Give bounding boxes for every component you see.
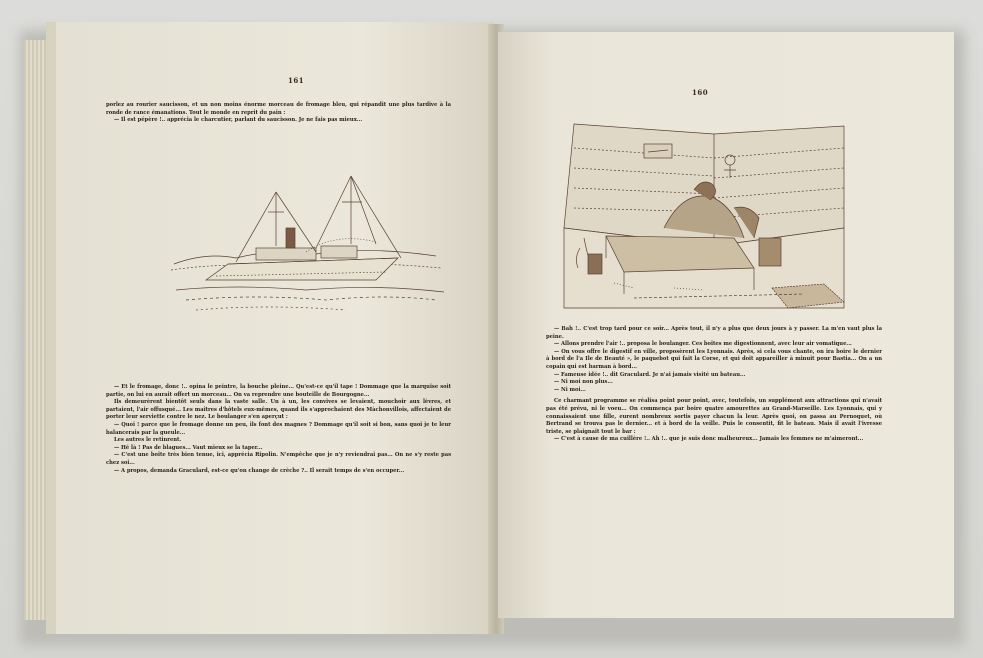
right-page-number: 160 [692, 88, 709, 97]
paragraph: — On vous offre le digestif en ville, proposèrent les Lyonnais. Après, si cela vous chante, on ira boire le dernier à bord de l'a Ile de Beauté », le paquebot qui fait la Corse, et qui doit appareiller à minuit pour Bastia... On a un copain qui est barman à bord... [546, 348, 882, 370]
paragraph: — Il est pépère !.. apprécia le charcutier, parlant du saucisson. Je ne fais pas mieux... [114, 117, 363, 124]
left-text-bottom [106, 384, 451, 475]
paragraph: — A propos, demanda Graculard, est-ce qu'on change de crèche ?.. Il serait temps de s'en occuper... [114, 467, 405, 474]
ship-illustration [166, 172, 446, 322]
paragraph: — C'est une boîte très bien tenue, ici, apprécia Ripolin. N'empêche que je n'y reviendrai pas... On ne s'y reste pas chez soi... [106, 452, 451, 466]
paragraph: — Bah !.. C'est trop tard pour ce soir... Après tout, il n'y a plus que deux jours à y passer. La m'en vaut plus la peine. [546, 326, 882, 340]
paragraph: porlez au rourier saucisson, et un non moins énorme morceau de fromage bleu, qui répandit une plus tardive à la ronde de rance émanations. Tout le monde en reprit du pain : [106, 102, 451, 116]
paragraph: Les autres le retinrent. [114, 437, 182, 444]
cabin-illustration [544, 118, 874, 328]
paragraph: Ce charmant programme se réalisa point pour point, avec, toutefois, un supplément aux attractions qui n'avait pas été prévu, ni le voeu... On commença par boire quatre amourettes au Grand-Marseille. Les Lyonnais, qui y connaissaient une fille, eurent nombreux sortis payer chacun la leur. Après quoi, on passa au Pernoquet, où Bertrand se trouva pas le dernier... et à bord de la veille. Puis le consentit, fit le bateau. Mais il avait l'ivresse triste, se plaignait tout le bar : [546, 398, 882, 435]
left-page-number: 161 [288, 76, 305, 85]
paragraph: Ils demeurèrent bientôt seuls dans la vaste salle. Un à un, les convives se levaient, mouchoir aux lèvres, et partaient, l'air offusqué... Les maîtres d'hôtels eux-mêmes, quand ils s'approchaient des Màchonvillois, affectaient de porter leur serviette contre le nez. Le boulanger s'en aperçut : [106, 399, 451, 421]
paragraph: — C'est à cause de ma cuillère !.. Ah !.. que je suis donc malheureux... Jamais les femmes ne m'aimeront... [554, 436, 864, 443]
paragraph: — Ni moi non plus... [554, 379, 613, 386]
paragraph: — Ni moi... [554, 386, 586, 393]
paragraph: — Fameuse idée !.. dit Graculard. Je n'ai jamais visité un bateau... [554, 371, 746, 378]
right-page [498, 32, 954, 618]
paragraph: — Allons prendre l'air !.. proposa le boulanger. Ces boîtes me digestionnent, avec leur air vomatique... [554, 341, 852, 348]
left-text-top [106, 102, 451, 125]
left-page [46, 22, 494, 634]
paragraph: — Quoi ! parce que le fromage donne un peu, ils font des magnes ? Dommage qu'il soit si bon, sans quoi je te leur balancerais par la gueule... [106, 421, 451, 436]
paragraph: — Et le fromage, donc !.. opina le peintre, la bouche pleine... Qu'est-ce qu'il tape ! Dommage que la marquise soit partie, on lui en aurait offert un morceau... On va reprendre une bouteille de Bourgogne... [106, 384, 451, 398]
paragraph: — Hé là ! Pas de blagues... Vaut mieux se la taper... [114, 444, 263, 451]
right-text [546, 326, 882, 444]
